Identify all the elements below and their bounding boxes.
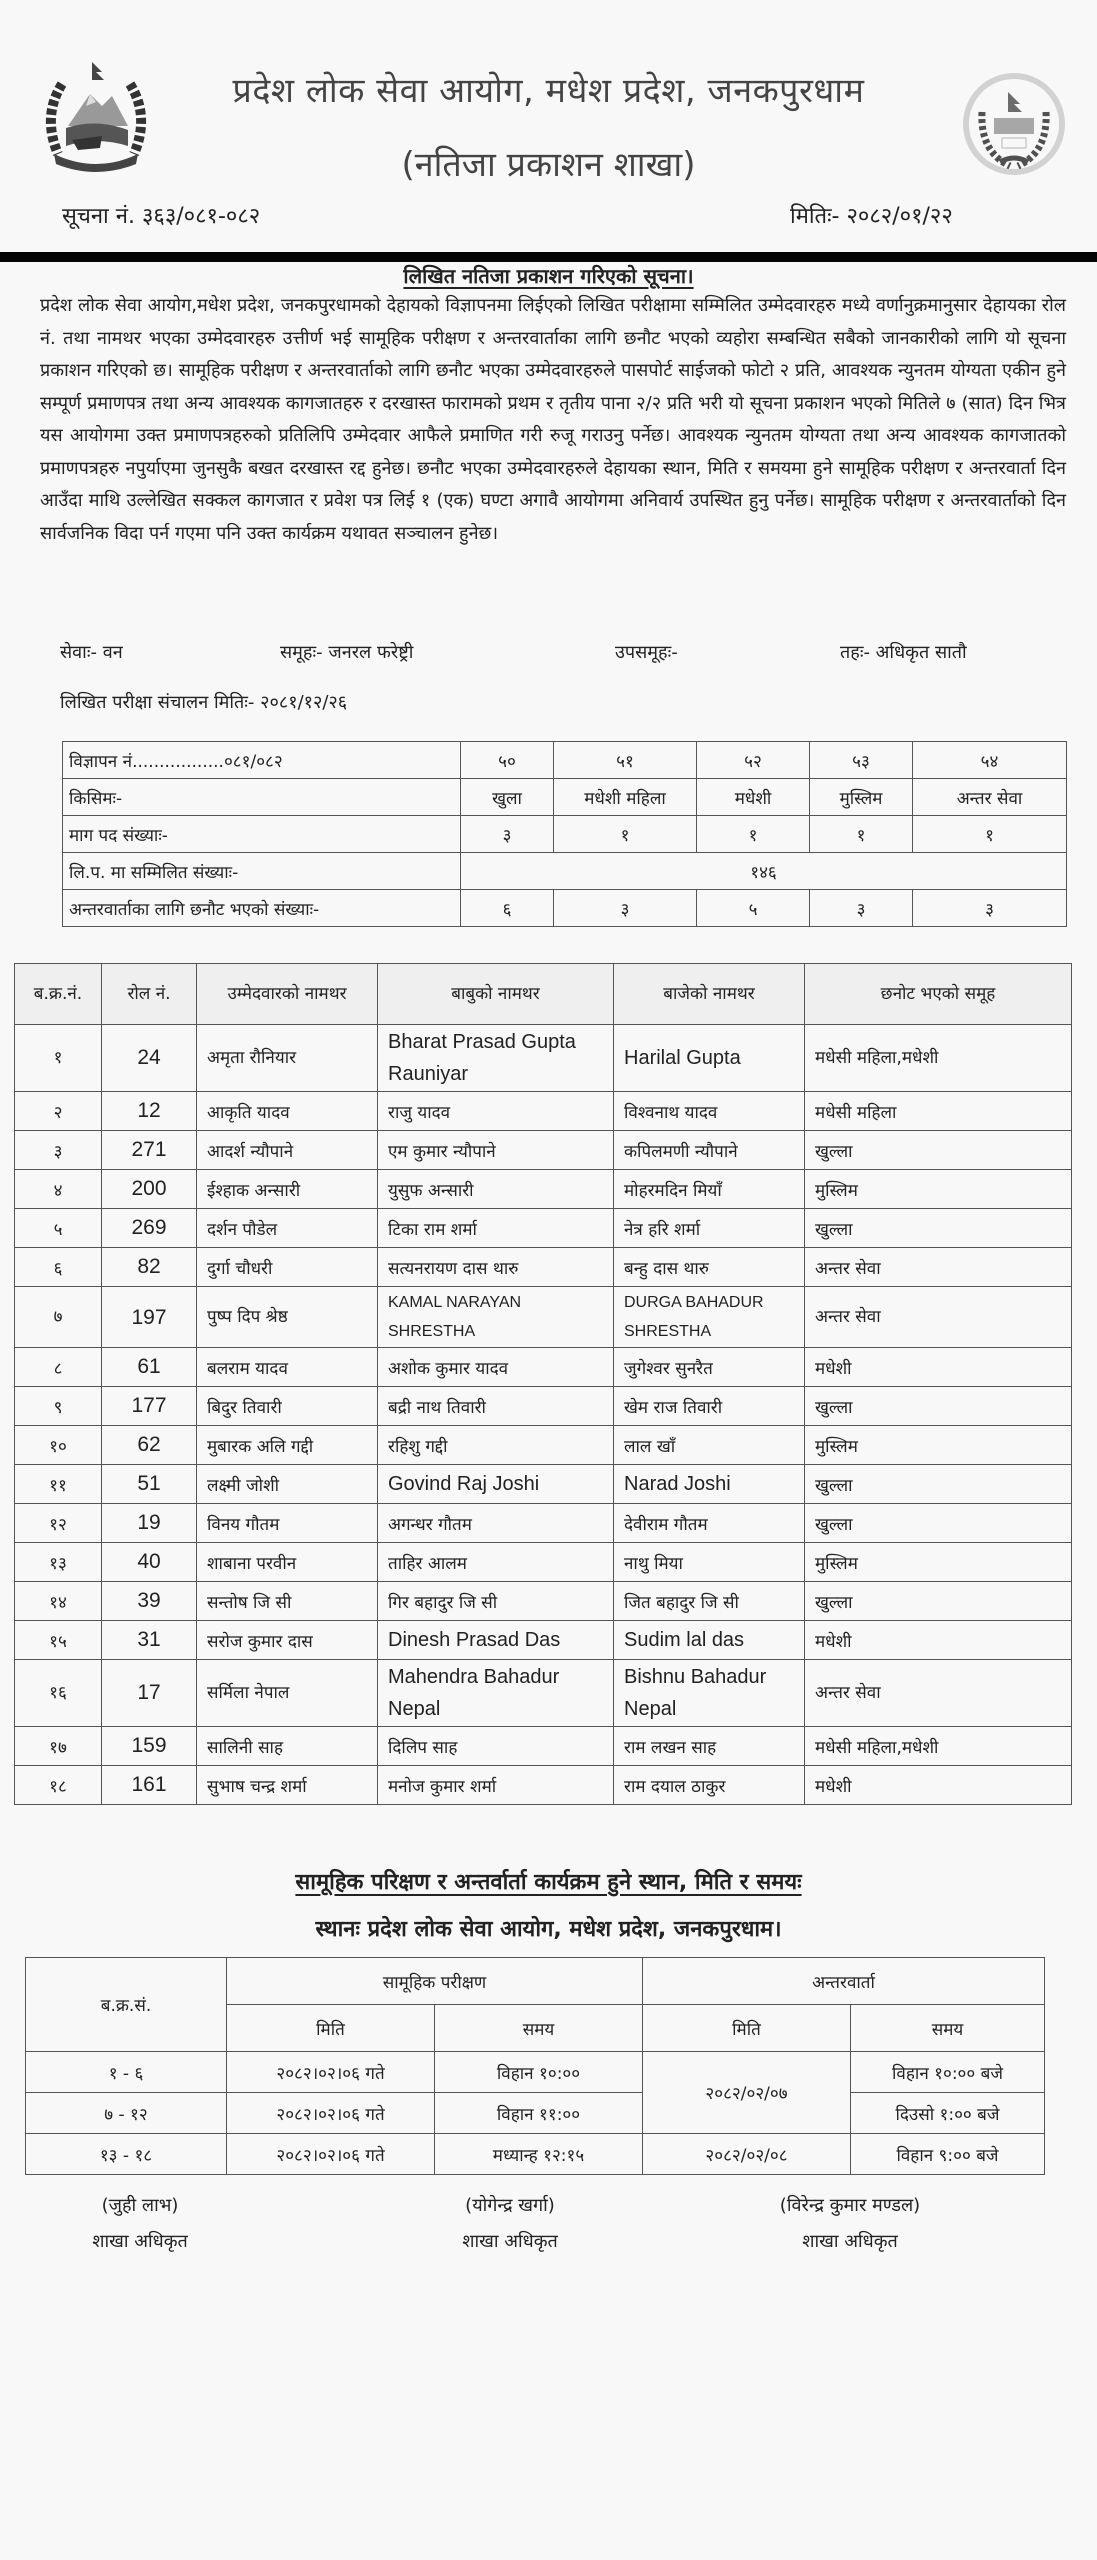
candidate-row xyxy=(15,1727,1072,1766)
candidate-row xyxy=(15,1426,1072,1465)
grandfather-name: Harilal Gupta xyxy=(614,1025,805,1092)
candidates-header-row xyxy=(15,964,1072,1025)
schedule-row xyxy=(26,2093,1045,2134)
selected-group: मधेसी महिला,मधेशी xyxy=(805,1727,1072,1766)
notice-number: सूचना नं. ३६३/०८१-०८२ xyxy=(62,204,261,229)
interview-time: दिउसो १:०० बजे xyxy=(851,2093,1045,2134)
candidate-name: दर्शन पौडेल xyxy=(197,1209,378,1248)
selected-cell: ३ xyxy=(913,890,1067,927)
candidate-roll: 61 xyxy=(102,1348,197,1387)
group-label: समूहः- जनरल फरेष्ट्री xyxy=(280,642,414,663)
candidate-roll: 17 xyxy=(102,1660,197,1727)
schedule-table xyxy=(25,1957,1045,2175)
selected-group: खुल्ला xyxy=(805,1465,1072,1504)
signatory-title: शाखा अधिकृत xyxy=(92,2231,188,2252)
candidate-name: लक्ष्मी जोशी xyxy=(197,1465,378,1504)
interview-time: विहान ९:०० बजे xyxy=(851,2134,1045,2175)
type-cell: मधेशी महिला xyxy=(554,779,697,816)
grandfather-name: Sudim lal das xyxy=(614,1621,805,1660)
group-test-time: विहान १०:०० xyxy=(435,2052,643,2093)
ad-number-row xyxy=(63,742,1067,779)
candidate-row xyxy=(15,1025,1072,1092)
father-name: टिका राम शर्मा xyxy=(378,1209,614,1248)
candidate-row xyxy=(15,1092,1072,1131)
schedule-heading: सामूहिक परिक्षण र अन्तर्वार्ता कार्यक्रम हुने स्थान, मिति र समयः xyxy=(295,1870,802,1895)
grandfather-name: DURGA BAHADUR SHRESTHA xyxy=(614,1287,805,1348)
selected-group: अन्तर सेवा xyxy=(805,1660,1072,1727)
interview-time-header: समय xyxy=(851,2005,1045,2052)
father-name: एम कुमार न्यौपाने xyxy=(378,1131,614,1170)
selected-group: मुस्लिम xyxy=(805,1543,1072,1582)
candidate-roll: 159 xyxy=(102,1727,197,1766)
participants-count: १४६ xyxy=(461,853,1067,890)
interview-header: अन्तरवार्ता xyxy=(643,1958,1045,2005)
grandfather-name: नेत्र हरि शर्मा xyxy=(614,1209,805,1248)
group-test-date: २०८२।०२।०६ गते xyxy=(227,2093,435,2134)
col-header-grandfather: बाजेको नामथर xyxy=(614,964,805,1025)
father-name: राजु यादव xyxy=(378,1092,614,1131)
posts-cell: १ xyxy=(810,816,913,853)
col-header-name: उम्मेदवारको नामथर xyxy=(197,964,378,1025)
ad-number-label: विज्ञापन नं.................०८१/०८२ xyxy=(63,742,461,779)
group-test-time: मध्यान्ह १२:१५ xyxy=(435,2134,643,2175)
grandfather-name: खेम राज तिवारी xyxy=(614,1387,805,1426)
posts-row xyxy=(63,816,1067,853)
candidate-roll: 177 xyxy=(102,1387,197,1426)
selected-group: मधेशी xyxy=(805,1348,1072,1387)
candidate-serial: १६ xyxy=(15,1660,102,1727)
selected-label: अन्तरवार्ताका लागि छनौट भएको संख्याः- xyxy=(63,890,461,927)
candidate-serial: ३ xyxy=(15,1131,102,1170)
col-header-father: बाबुको नामथर xyxy=(378,964,614,1025)
selected-cell: ३ xyxy=(554,890,697,927)
father-name: रहिशु गद्दी xyxy=(378,1426,614,1465)
selected-group: खुल्ला xyxy=(805,1387,1072,1426)
signature-block xyxy=(380,2188,640,2260)
schedule-sn-header: ब.क्र.सं. xyxy=(26,1958,227,2052)
candidate-row xyxy=(15,1348,1072,1387)
posts-cell: १ xyxy=(913,816,1067,853)
notice-body: प्रदेश लोक सेवा आयोग,मधेश प्रदेश, जनकपुरधामको देहायको विज्ञापनमा लिईएको लिखित परीक्षामा सम्मिलित उम्मेदवारहरु मध्ये वर्णानुक्रमानुसार देहायका रोल नं. तथा नामथर भएका उम्मेदवारहरु उत्तीर्ण भई सामूहिक परीक्षण र अन्तरवार्ताका लागि छनौट भएको व्यहोरा सम्बन्धित सबैको जानकारीको लागि यो सूचना प्रकाशन गरिएको छ। सामूहिक परीक्षण र अन्तरवार्ताको लागि छनौट भएका उम्मेदवारहरुले पासपोर्ट साईजको फोटो २ प्रति, आवश्यक न्युनतम योग्यता एकीन हुने सम्पूर्ण प्रमाणपत्र तथा अन्य आवश्यक कागजातहरु र दरखास्त फारामको प्रथम र तृतीय पाना २/२ प्रति भरी यो सूचना प्रकाशन भएको मितिले ७ (सात) दिन भित्र यस आयोगमा उक्त प्रमाणपत्रहरुको प्रतिलिपि उम्मेदवार आफैले प्रमाणित गरी रुजू गराउनु पर्नेछ। आवश्यक न्युनतम योग्यता तथा अन्य आवश्यक कागजातको प्रमाणपत्रहरु नपुर्याएमा जुनसुकै बखत दरखास्त रद्द हुनेछ। छनौट भएका उम्मेदवारहरुले देहायका स्थान, मिति र समयमा हुने सामूहिक परीक्षण र अन्तरवार्ता दिन आउँदा माथि उल्लेखित सक्कल कागजात र प्रवेश पत्र लिई १ (एक) घण्टा अगावै आयोगमा अनिवार्य उपस्थित हुनु पर्नेछ। सामूहिक परीक्षण र अन्तरवार्ताको दिन सार्वजनिक विदा पर्न गएमा पनि उक्त कार्यक्रम यथावत सञ्चालन हुनेछ। xyxy=(40,295,1066,544)
header-divider xyxy=(0,252,1097,262)
candidate-row xyxy=(15,1543,1072,1582)
grandfather-name: जुगेश्वर सुनरैत xyxy=(614,1348,805,1387)
group-test-time-header: समय xyxy=(435,2005,643,2052)
selected-group: मुस्लिम xyxy=(805,1426,1072,1465)
selected-cell: ६ xyxy=(461,890,554,927)
candidate-roll: 19 xyxy=(102,1504,197,1543)
group-test-date: २०८२।०२।०६ गते xyxy=(227,2134,435,2175)
candidate-roll: 40 xyxy=(102,1543,197,1582)
father-name: Bharat Prasad Gupta Rauniyar xyxy=(378,1025,614,1092)
candidate-name: अमृता रौनियार xyxy=(197,1025,378,1092)
candidate-serial: ८ xyxy=(15,1348,102,1387)
signature-block xyxy=(720,2188,980,2260)
candidate-row xyxy=(15,1131,1072,1170)
candidate-roll: 12 xyxy=(102,1092,197,1131)
candidate-serial: ९ xyxy=(15,1387,102,1426)
selected-row xyxy=(63,890,1067,927)
type-row xyxy=(63,779,1067,816)
candidate-name: पुष्प दिप श्रेष्ठ xyxy=(197,1287,378,1348)
type-cell: खुला xyxy=(461,779,554,816)
grandfather-name: कपिलमणी न्यौपाने xyxy=(614,1131,805,1170)
candidate-serial: १५ xyxy=(15,1621,102,1660)
type-cell: मुस्लिम xyxy=(810,779,913,816)
candidate-name: सुभाष चन्द्र शर्मा xyxy=(197,1766,378,1805)
col-header-group: छनोट भएको समूह xyxy=(805,964,1072,1025)
signatory-title: शाखा अधिकृत xyxy=(462,2231,558,2252)
level-label: तहः- अधिकृत सातौ xyxy=(840,642,967,663)
candidate-serial: १८ xyxy=(15,1766,102,1805)
written-exam-date: लिखित परीक्षा संचालन मितिः- २०८१/१२/२६ xyxy=(60,692,348,713)
grandfather-name: Narad Joshi xyxy=(614,1465,805,1504)
selected-group: खुल्ला xyxy=(805,1131,1072,1170)
type-cell: मधेशी xyxy=(697,779,810,816)
candidate-row xyxy=(15,1248,1072,1287)
father-name: अशोक कुमार यादव xyxy=(378,1348,614,1387)
interview-date-header: मिति xyxy=(643,2005,851,2052)
selected-group: मधेशी xyxy=(805,1621,1072,1660)
interview-date: २०८२/०२/०७ xyxy=(643,2052,851,2134)
candidate-name: आदर्श न्यौपाने xyxy=(197,1131,378,1170)
subgroup-label: उपसमूहः- xyxy=(615,642,678,663)
candidate-name: सरोज कुमार दास xyxy=(197,1621,378,1660)
selected-group: खुल्ला xyxy=(805,1582,1072,1621)
selected-group: अन्तर सेवा xyxy=(805,1248,1072,1287)
grandfather-name: विश्वनाथ यादव xyxy=(614,1092,805,1131)
schedule-range: १३ - १८ xyxy=(26,2134,227,2175)
selected-cell: ३ xyxy=(810,890,913,927)
participants-label: लि.प. मा सम्मिलित संख्याः- xyxy=(63,853,461,890)
father-name: KAMAL NARAYAN SHRESTHA xyxy=(378,1287,614,1348)
posts-cell: १ xyxy=(697,816,810,853)
candidate-roll: 62 xyxy=(102,1426,197,1465)
candidate-roll: 271 xyxy=(102,1131,197,1170)
candidate-serial: ४ xyxy=(15,1170,102,1209)
candidate-roll: 51 xyxy=(102,1465,197,1504)
ad-number: ५१ xyxy=(554,742,697,779)
schedule-row xyxy=(26,2134,1045,2175)
father-name: युसुफ अन्सारी xyxy=(378,1170,614,1209)
group-test-time: विहान ११:०० xyxy=(435,2093,643,2134)
candidate-name: बिदुर तिवारी xyxy=(197,1387,378,1426)
grandfather-name: नाथु मिया xyxy=(614,1543,805,1582)
candidate-row xyxy=(15,1504,1072,1543)
candidate-serial: २ xyxy=(15,1092,102,1131)
service-label: सेवाः- वन xyxy=(60,642,123,663)
selected-group: मधेशी xyxy=(805,1766,1072,1805)
candidate-name: सालिनी साह xyxy=(197,1727,378,1766)
candidate-name: विनय गौतम xyxy=(197,1504,378,1543)
schedule-range: ७ - १२ xyxy=(26,2093,227,2134)
organization-title: प्रदेश लोक सेवा आयोग, मधेश प्रदेश, जनकपुरधाम xyxy=(232,71,865,111)
candidate-name: सर्मिला नेपाल xyxy=(197,1660,378,1727)
posts-label: माग पद संख्याः- xyxy=(63,816,461,853)
posts-cell: १ xyxy=(554,816,697,853)
candidate-row xyxy=(15,1660,1072,1727)
grandfather-name: Bishnu Bahadur Nepal xyxy=(614,1660,805,1727)
signatory-title: शाखा अधिकृत xyxy=(802,2231,898,2252)
candidate-name: सन्तोष जि सी xyxy=(197,1582,378,1621)
candidate-roll: 39 xyxy=(102,1582,197,1621)
grandfather-name: राम लखन साह xyxy=(614,1727,805,1766)
candidate-serial: १ xyxy=(15,1025,102,1092)
candidate-serial: १२ xyxy=(15,1504,102,1543)
grandfather-name: लाल खाँ xyxy=(614,1426,805,1465)
candidate-roll: 82 xyxy=(102,1248,197,1287)
signatory-name: (विरेन्द्र कुमार मण्डल) xyxy=(779,2195,921,2216)
candidate-serial: १४ xyxy=(15,1582,102,1621)
candidate-roll: 24 xyxy=(102,1025,197,1092)
schedule-venue: स्थानः प्रदेश लोक सेवा आयोग, मधेश प्रदेश, जनकपुरधाम। xyxy=(315,1917,782,1942)
candidate-roll: 200 xyxy=(102,1170,197,1209)
ad-number: ५४ xyxy=(913,742,1067,779)
selected-cell: ५ xyxy=(697,890,810,927)
col-header-sn: ब.क्र.नं. xyxy=(15,964,102,1025)
candidate-roll: 197 xyxy=(102,1287,197,1348)
father-name: बद्री नाथ तिवारी xyxy=(378,1387,614,1426)
selected-group: अन्तर सेवा xyxy=(805,1287,1072,1348)
advertisement-table xyxy=(62,741,1067,927)
candidate-row xyxy=(15,1465,1072,1504)
candidate-roll: 31 xyxy=(102,1621,197,1660)
candidate-row xyxy=(15,1170,1072,1209)
candidate-name: मुबारक अलि गद्दी xyxy=(197,1426,378,1465)
branch-title: (नतिजा प्रकाशन शाखा) xyxy=(401,145,696,185)
selected-group: खुल्ला xyxy=(805,1504,1072,1543)
candidates-table xyxy=(14,963,1072,1805)
group-test-date-header: मिति xyxy=(227,2005,435,2052)
group-test-header: सामूहिक परीक्षण xyxy=(227,1958,643,2005)
signatory-name: (जुही लाभ) xyxy=(101,2195,179,2216)
candidate-serial: १७ xyxy=(15,1727,102,1766)
candidate-serial: ६ xyxy=(15,1248,102,1287)
father-name: Govind Raj Joshi xyxy=(378,1465,614,1504)
signature-block xyxy=(10,2188,270,2260)
candidate-row xyxy=(15,1766,1072,1805)
notice-heading: लिखित नतिजा प्रकाशन गरिएको सूचना। xyxy=(403,264,694,288)
signatory-name: (योगेन्द्र खर्गा) xyxy=(465,2195,555,2216)
type-label: किसिमः- xyxy=(63,779,461,816)
candidate-roll: 161 xyxy=(102,1766,197,1805)
candidate-serial: ५ xyxy=(15,1209,102,1248)
schedule-range: १ - ६ xyxy=(26,2052,227,2093)
grandfather-name: मोहरमदिन मियाँ xyxy=(614,1170,805,1209)
selected-group: मुस्लिम xyxy=(805,1170,1072,1209)
candidate-row xyxy=(15,1621,1072,1660)
type-cell: अन्तर सेवा xyxy=(913,779,1067,816)
candidate-name: आकृति यादव xyxy=(197,1092,378,1131)
interview-date: २०८२/०२/०८ xyxy=(643,2134,851,2175)
grandfather-name: राम दयाल ठाकुर xyxy=(614,1766,805,1805)
ad-number: ५२ xyxy=(697,742,810,779)
candidate-row xyxy=(15,1582,1072,1621)
col-header-roll: रोल नं. xyxy=(102,964,197,1025)
father-name: दिलिप साह xyxy=(378,1727,614,1766)
notice-date: मितिः- २०८२/०१/२२ xyxy=(790,204,953,229)
selected-group: खुल्ला xyxy=(805,1209,1072,1248)
schedule-row xyxy=(26,2052,1045,2093)
father-name: अगन्धर गौतम xyxy=(378,1504,614,1543)
grandfather-name: देवीराम गौतम xyxy=(614,1504,805,1543)
candidate-serial: ७ xyxy=(15,1287,102,1348)
candidate-roll: 269 xyxy=(102,1209,197,1248)
grandfather-name: जित बहादुर जि सी xyxy=(614,1582,805,1621)
grandfather-name: बन्हु दास थारु xyxy=(614,1248,805,1287)
father-name: Dinesh Prasad Das xyxy=(378,1621,614,1660)
candidate-name: बलराम यादव xyxy=(197,1348,378,1387)
ad-number: ५० xyxy=(461,742,554,779)
selected-group: मधेसी महिला xyxy=(805,1092,1072,1131)
candidate-name: शाबाना परवीन xyxy=(197,1543,378,1582)
candidate-serial: ११ xyxy=(15,1465,102,1504)
participants-row xyxy=(63,853,1067,890)
candidate-serial: १३ xyxy=(15,1543,102,1582)
schedule-header-row xyxy=(26,1958,1045,2005)
candidate-row xyxy=(15,1209,1072,1248)
father-name: गिर बहादुर जि सी xyxy=(378,1582,614,1621)
interview-time: विहान १०:०० बजे xyxy=(851,2052,1045,2093)
candidate-name: दुर्गा चौधरी xyxy=(197,1248,378,1287)
ad-number: ५३ xyxy=(810,742,913,779)
father-name: मनोज कुमार शर्मा xyxy=(378,1766,614,1805)
group-test-date: २०८२।०२।०६ गते xyxy=(227,2052,435,2093)
candidate-row xyxy=(15,1387,1072,1426)
posts-cell: ३ xyxy=(461,816,554,853)
father-name: Mahendra Bahadur Nepal xyxy=(378,1660,614,1727)
candidate-serial: १० xyxy=(15,1426,102,1465)
candidate-name: ईश्हाक अन्सारी xyxy=(197,1170,378,1209)
father-name: ताहिर आलम xyxy=(378,1543,614,1582)
father-name: सत्यनरायण दास थारु xyxy=(378,1248,614,1287)
selected-group: मधेसी महिला,मधेशी xyxy=(805,1025,1072,1092)
candidate-row xyxy=(15,1287,1072,1348)
